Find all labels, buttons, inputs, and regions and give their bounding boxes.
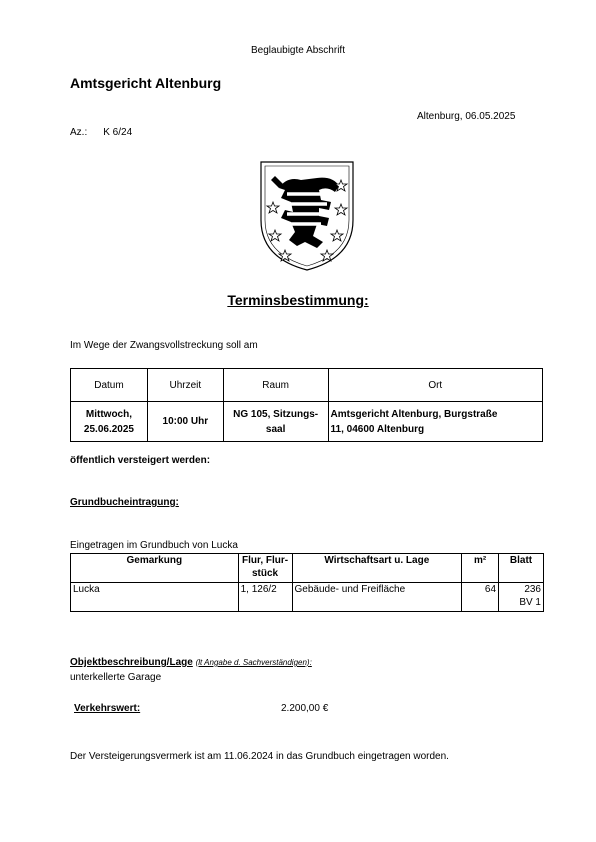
file-reference (70, 127, 132, 138)
cell-gemarkung: Lucka (71, 583, 239, 612)
copy-note: Beglaubigte Abschrift (251, 45, 345, 56)
objekt-text: unterkellerte Garage (70, 672, 162, 683)
room-line-2: saal (265, 423, 286, 435)
room-line-1: NG 105, Sitzungs- (233, 408, 319, 420)
place-line-2: 11, 04600 Altenburg (330, 423, 425, 435)
cell-date (71, 402, 148, 442)
az-label: Az.: (70, 127, 88, 138)
date-line-1: Mittwoch, (85, 408, 132, 420)
header-flur (238, 554, 292, 583)
flur-line-1: Flur, Flur- (241, 555, 289, 566)
blatt-line-1: 236 (524, 584, 541, 595)
header-ort: Ort (328, 369, 542, 402)
appointment-row (71, 402, 543, 442)
appointment-table (70, 368, 543, 442)
header-datum: Datum (71, 369, 148, 402)
grundbuch-row (71, 583, 544, 612)
grundbuch-intro: Eingetragen im Grundbuch von Lucka (70, 540, 238, 551)
place-date: Altenburg, 06.05.2025 (417, 111, 516, 122)
objekt-heading-colon: : (309, 658, 312, 667)
date-line-2: 25.06.2025 (83, 423, 134, 435)
objekt-heading-label: Objektbeschreibung/Lage (70, 657, 193, 668)
cell-time: 10:00 Uhr (147, 402, 223, 442)
objekt-heading-note: (lt Angabe d. Sachverständigen) (195, 658, 310, 667)
verkehrswert-value: 2.200,00 € (281, 703, 329, 714)
header-m2: m² (462, 554, 499, 583)
cell-wirtschaftsart: Gebäude- und Freifläche (292, 583, 462, 612)
header-raum: Raum (223, 369, 328, 402)
header-wirtschaftsart: Wirtschaftsart u. Lage (292, 554, 462, 583)
page-title: Terminsbestimmung: (227, 292, 369, 308)
intro-text: Im Wege der Zwangsvollstreckung soll am (70, 340, 258, 351)
appointment-header-row (71, 369, 543, 402)
cell-flur: 1, 126/2 (238, 583, 292, 612)
cell-m2: 64 (462, 583, 499, 612)
court-name: Amtsgericht Altenburg (70, 75, 222, 91)
header-uhrzeit: Uhrzeit (147, 369, 223, 402)
az-number: K 6/24 (103, 127, 133, 138)
blatt-line-2: BV 1 (519, 597, 541, 608)
header-blatt: Blatt (499, 554, 544, 583)
objekt-heading (70, 657, 312, 668)
grundbuch-header-row (71, 554, 544, 583)
thuringia-coat-of-arms-icon (257, 158, 357, 273)
header-gemarkung: Gemarkung (71, 554, 239, 583)
cell-blatt (499, 583, 544, 612)
grundbuch-heading: Grundbucheintragung: (70, 497, 179, 508)
grundbuch-table (70, 553, 544, 612)
flur-line-2: stück (251, 568, 279, 579)
place-line-1: Amtsgericht Altenburg, Burgstraße (330, 408, 498, 420)
sold-text: öffentlich versteigert werden: (70, 455, 211, 466)
verkehrswert-label: Verkehrswert: (74, 703, 141, 714)
cell-room (223, 402, 328, 442)
footer-text: Der Versteigerungsvermerk ist am 11.06.2024 in das Grundbuch eingetragen worden. (70, 751, 449, 762)
cell-place (328, 402, 542, 442)
